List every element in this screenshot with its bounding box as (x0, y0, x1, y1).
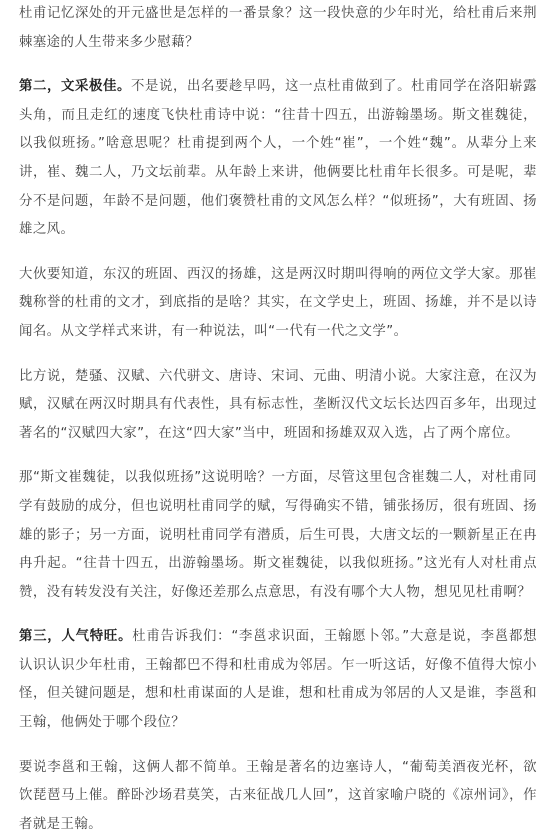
section-three-heading: 第三，人气特旺。 (19, 629, 133, 645)
paragraph-text: 杜甫记忆深处的开元盛世是怎样的一番景象？这一段快意的少年时光，给杜甫后来荆棘塞途的人生带来多少慰藉？ (19, 6, 537, 50)
section-two-heading: 第二，文采极佳。 (19, 79, 132, 95)
paragraph (19, 754, 537, 839)
paragraph-text: 比方说，楚骚、汉赋、六代骈文、唐诗、宋词、元曲、明清小说。大家注意，在汉为赋，汉赋在两汉时期具有代表性，具有标志性，垄断汉代文坛长达四百多年，出现过著名的“汉赋四大家”，在这“四大家”当中，班固和扬雄双双入选，占了两个席位。 (19, 368, 537, 441)
paragraph-section-three (19, 623, 537, 737)
paragraph-text: 要说李邕和王翰，这俩人都不简单。王翰是著名的边塞诗人，“葡萄美酒夜光杯，欲饮琵琶马上催。醉卧沙场君莫笑，古来征战几人回”，这首家喻户晓的《凉州词》，作者就是王翰。 (19, 759, 537, 832)
paragraph-section-two (19, 73, 537, 245)
paragraph (19, 363, 537, 449)
paragraph-text: 那“斯文崔魏徒，以我似班扬”这说明啥？一方面，尽管这里包含崔魏二人，对杜甫同学有鼓励的成分，但也说明杜甫同学的赋，写得确实不错，铺张扬厉，很有班固、扬雄的影子；另一方面，说明杜甫同学有潜质，后生可畏，大唐文坛的一颗新星正在冉冉升起。“往昔十四五，出游翰墨场。斯文崔魏徒，以我似班扬。”这光有人对杜甫点赞，没有转发没有关注，好像还差那么点意思，有没有哪个大人物，想见见杜甫啊？ (19, 470, 537, 600)
paragraph (19, 261, 537, 347)
paragraph (19, 464, 537, 607)
paragraph (19, 0, 537, 57)
paragraph-text: 杜甫告诉我们：“李邕求识面，王翰愿卜邻。”大意是说，李邕都想认识认识少年杜甫，王翰都巴不得和杜甫成为邻居。乍一听这话，好像不值得大惊小怪，但关键问题是，想和杜甫谋面的人是谁，想和杜甫成为邻居的人又是谁，李邕和王翰，他俩处于哪个段位？ (19, 629, 537, 731)
paragraph-text: 不是说，出名要趁早吗，这一点杜甫做到了。杜甫同学在洛阳崭露头角，而且走红的速度飞快杜甫诗中说：“往昔十四五，出游翰墨场。斯文崔魏徒，以我似班扬。”啥意思呢？杜甫提到两个人，一个姓“崔”，一个姓“魏”。从辈分上来讲，崔、魏二人，乃文坛前辈。从年龄上来讲，他俩要比杜甫年长很多。可是呢，辈分不是问题，年龄不是问题，他们褒赞杜甫的文风怎么样？“似班扬”，大有班固、扬雄之风。 (19, 79, 537, 238)
paragraph-text: 大伙要知道，东汉的班固、西汉的扬雄，这是两汉时期叫得响的两位文学大家。那崔魏称誉的杜甫的文才，到底指的是啥？其实，在文学史上，班固、扬雄，并不是以诗闻名。从文学样式来讲，有一种说法，叫“一代有一代之文学”。 (19, 266, 537, 339)
